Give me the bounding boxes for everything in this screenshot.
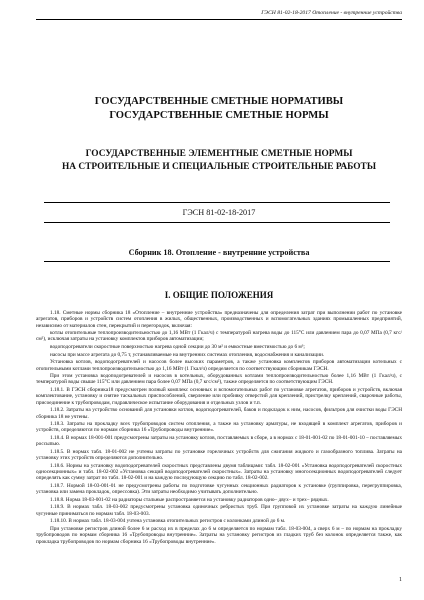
subtitle-line1: ГОСУДАРСТВЕННЫЕ ЭЛЕМЕНТНЫЕ СМЕТНЫЕ НОРМЫ <box>85 149 353 159</box>
main-title-line1: ГОСУДАРСТВЕННЫЕ СМЕТНЫЕ НОРМАТИВЫ <box>94 96 344 107</box>
paragraph: 1.18.2. Затраты на устройство оснований для установки котлов, водоподогревателей, баков и подкладок к ним, насосов, фильтров для очистки воды ГЭСН сборника 18 не учтены. <box>36 407 402 420</box>
section-title: I. ОБЩИЕ ПОЛОЖЕНИЯ <box>164 290 274 300</box>
paragraph: 1.18.10. В нормах табл. 18-03-004 учтена установка отопительных регистров с колонками длиной до 6 м. <box>50 518 286 525</box>
page-number: 1 <box>399 577 402 583</box>
subtitle-line2: НА СТРОИТЕЛЬНЫЕ И СПЕЦИАЛЬНЫЕ СТРОИТЕЛЬНЫЕ РАБОТЫ <box>61 162 377 172</box>
paragraph: 1.18.5. В нормах табл. 18-01-002 не учтены затраты по установке горелочных устройств для сжигания жидкого и газообразного топлива. Затраты на установку этих устройств определяются дополнительно. <box>36 448 402 462</box>
paragraph: 1.18.7. Нормой 18-03-001-01 не предусмотрены работы по подготовке чугунных секционных радиаторов к установке (группировка, перегруппировка, установка или замена прокладок, опрессовка). Эти затраты необходимо учитывать дополнительно. <box>36 482 402 496</box>
paragraph: 1.18.6. Нормы на установку водоподогревателей скоростных представлены двумя таблицами: табл. 18-02-001 «Установка водоподогревателей скоростных односекционных» и табл. 18-02-002 «Установка секций водоподогревателей скоростных». Затраты на установку многосекционных водоподогревателей следует определять как сумму затрат по табл. 18-02-001 и на каждую последующую секцию по табл. 18-02-002. <box>36 462 402 482</box>
code-rule-top <box>44 202 390 203</box>
running-header: ГЭСН 81-02-18-2017 Отопление - внутренние устройства <box>261 10 402 16</box>
collection-title: Сборник 18. Отопление - внутренние устройства <box>128 248 310 257</box>
main-title <box>36 95 402 123</box>
main-title-line2: ГОСУДАРСТВЕННЫЕ СМЕТНЫЕ НОРМЫ <box>109 110 329 121</box>
header-rule <box>36 19 402 20</box>
code-rule-bottom <box>44 222 390 223</box>
body-text <box>36 310 402 546</box>
paragraph: 1.18.1. В ГЭСН сборника18 предусмотрен полный комплекс основных и вспомогательных работ по установке агрегатов, приборов и устройств, включая комплектование, установку и снятие таскальных приспособлений, сверление или пробивку отверстий для креплений, пристрелку креплений, сварочные работы, присоединение к трубопроводам, гидравлическое испытание оборудования и отдельных узлов и т.п. <box>36 387 402 406</box>
paragraph: 1.18. Сметные нормы сборника 18 «Отопление – внутренние устройства» предназначены для определения затрат при выполнении работ по установке агрегатов, приборов и устройств систем отопления в жилых, общественных, производственных и вспомогательных зданиях промышленных предприятий, независимо от материалов стен, перекрытий и перегородок, включая: <box>36 310 402 329</box>
paragraph: насосы при массе агрегата до 0,75 т, устанавливаемые на внутренних системах отопления, водоснабжения и канализации. <box>50 351 325 358</box>
paragraph: водоподогреватели скоростные поверхностью нагрева одной секции до 30 м² и емкостные вместимостью до 6 м³; <box>50 344 305 351</box>
paragraph: 1.18.3. Затраты на прокладку всех трубопроводов систем отопления, а также на установку арматуры, не входящей в комплект агрегатов, приборов и устройств, определяются по нормам сборника 16 «Трубопроводы внутренние». <box>36 421 402 434</box>
paragraph: 1.18.4. В нормах 18-001-001 предусмотрены затраты на установку котлов, поставляемых в сборе, а в нормах с 18-01-001-02 по 18-01-001-10 – поставляемых россыпью. <box>36 435 402 448</box>
paragraph: При установке регистров длиной более 6 м расход их в пределах до 6 м определяется по нормам табл. 18-03-004, а сверх 6 м – по нормам на прокладку трубопроводов по нормам сборника 16 «Трубопроводы внутренние». Затраты на установку регистров из гладких труб без колонок определяется также, как прокладка трубопроводов по нормам сборника 16 «Трубопроводы внутренние». <box>36 525 402 545</box>
paragraph: При этом установка водоподогревателей и насосов в котельных, оборудованных котлами теплопроизводительностью более 1,16 МВт (1 Гкал/ч), с температурой воды свыше 115°С или давлением пара более 0,07 МПа (0,7 кгс/см²), также определяется по соответствующим ГЭСН. <box>36 373 402 386</box>
subtitle <box>36 148 402 174</box>
paragraph: 1.18.9. В нормах табл. 18-03-002 предусмотрены установка одиночных ребристых труб. При групповой их установке затраты на каждую линейные чугунные приниматься по нормам табл. 18-03-003. <box>36 504 402 517</box>
paragraph: котлы отопительные теплопроизводительностью до 1,16 МВт (1 Гкал/ч) с температурой нагрева воды до 115°С или давлением пара до 0,07 МПа (0,7 кгс/см²), исключая затраты на установку комплектов приборов автоматизации; <box>36 330 402 343</box>
paragraph: Установка котлов, водоподогревателей и насосов более высоких параметров, а также установка комплектов приборов автоматизации котельных с отопительными котлами теплопроизводительностью до 1,16 МВт (1 Гкал/ч) определяется по соответствующим сборникам ГЭСН. <box>36 359 402 372</box>
paragraph: 1.18.8. Норма 18-03-001-02 на радиаторы стальные распространяется на установку радиаторов одно– двух– и трех– рядных. <box>50 496 329 503</box>
collection-rule <box>44 261 390 262</box>
document-code: ГЭСН 81-02-18-2017 <box>182 208 256 217</box>
